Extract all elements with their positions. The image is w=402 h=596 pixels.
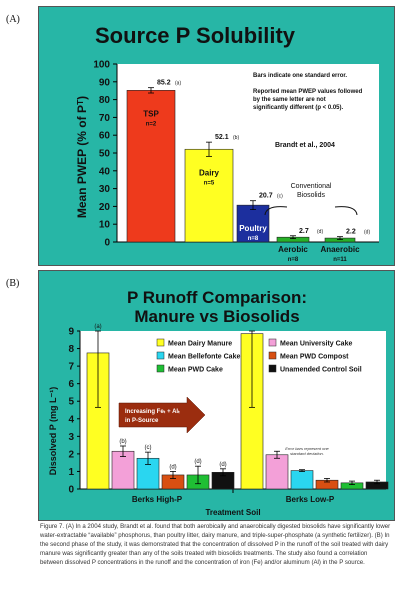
chart-b-title-line-1: P Runoff Comparison: xyxy=(126,288,308,307)
chart-b-legend-label: Mean PWD Cake xyxy=(168,366,223,374)
chart-a-n-label: n=11 xyxy=(333,257,347,263)
chart-b-legend-swatch xyxy=(157,365,164,372)
chart-b-ytick-label: 1 xyxy=(68,466,74,478)
chart-a-ytick-label: 60 xyxy=(98,130,110,142)
chart-b-arrow-text-1: Increasing Feₜ + Alₜ xyxy=(125,409,180,415)
chart-b-legend-label: Mean PWD Compost xyxy=(280,353,349,361)
chart-a-ytick-label: 90 xyxy=(98,77,110,89)
chart-a-ytick-label: 20 xyxy=(98,201,110,213)
chart-a-letter: (c) xyxy=(277,193,283,200)
chart-b-letter: (d) xyxy=(169,464,177,471)
chart-a-ytick-label: 100 xyxy=(93,59,110,71)
chart-b-note-2: standard deviation. xyxy=(290,451,324,456)
chart-b-bar xyxy=(291,471,313,489)
chart-b-ytick-label: 7 xyxy=(68,361,74,373)
chart-a-category-label: Poultry xyxy=(239,224,267,234)
chart-b-bar xyxy=(266,455,288,489)
chart-b-legend-label: Mean Dairy Manure xyxy=(168,340,233,348)
chart-b-legend-swatch xyxy=(157,339,164,346)
chart-b-category-label-0: Berks High-P xyxy=(131,495,183,504)
chart-a-letter: (d) xyxy=(364,229,371,236)
chart-b-arrow-text-2: in P-Source xyxy=(125,418,159,424)
chart-a-ytick-label: 30 xyxy=(98,184,110,196)
chart-a-n-label: n=8 xyxy=(287,257,299,263)
chart-a-ytick-label: 40 xyxy=(98,166,110,178)
chart-a-title: Source P Solubility xyxy=(94,23,296,48)
chart-a-note-4: significantly different (p < 0.05). xyxy=(253,105,344,111)
chart-panel-a xyxy=(38,6,395,266)
chart-b-letter: (d) xyxy=(194,459,202,466)
chart-b-svg xyxy=(39,271,394,520)
chart-a-ylabel: Mean PWEP (% of Pᵀ) xyxy=(75,95,89,219)
chart-b-ylabel: Dissolved P (mg L⁻¹) xyxy=(48,386,58,476)
panel-label-a: (A) xyxy=(6,14,20,25)
chart-a-bar-dairy xyxy=(185,149,233,242)
chart-a-svg xyxy=(39,7,394,265)
chart-a-ytick-label: 70 xyxy=(98,112,110,124)
chart-b-category-label-1: Berks Low-P xyxy=(285,495,335,504)
chart-b-letter: (a) xyxy=(94,324,102,330)
chart-a-note-2: Reported mean PWEP values followed xyxy=(253,89,363,95)
chart-a-value-label: 2.7 xyxy=(299,227,309,235)
chart-b-legend-label: Mean Bellefonte Cake xyxy=(168,353,241,361)
chart-b-letter: (d) xyxy=(219,461,227,468)
chart-a-ytick-label: 50 xyxy=(98,148,110,160)
chart-a-source: Brandt et al., 2004 xyxy=(275,142,335,149)
chart-a-value-label: 52.1 xyxy=(215,134,229,142)
chart-b-ytick-label: 0 xyxy=(68,484,74,496)
chart-b-legend-swatch xyxy=(157,352,164,359)
chart-b-ytick-label: 4 xyxy=(68,414,74,426)
chart-a-category-label: Dairy xyxy=(198,168,220,178)
chart-a-ytick-label: 80 xyxy=(98,95,110,107)
chart-b-ytick-label: 9 xyxy=(68,326,74,338)
chart-a-category-label: Anaerobic xyxy=(320,245,360,254)
chart-b-ytick-label: 8 xyxy=(68,344,74,356)
chart-b-xlabel: Treatment Soil xyxy=(205,508,261,517)
chart-b-ytick-label: 6 xyxy=(68,379,74,391)
chart-a-value-label: 20.7 xyxy=(259,192,273,200)
chart-b-legend-swatch xyxy=(269,365,276,372)
chart-a-letter: (d) xyxy=(317,228,324,235)
chart-panel-b xyxy=(38,270,395,521)
chart-a-n-label: n=8 xyxy=(247,236,259,243)
chart-a-ytick-label: 0 xyxy=(104,237,110,249)
chart-a-value-label: 2.2 xyxy=(346,228,356,236)
chart-a-n-label: n=5 xyxy=(203,180,215,187)
chart-b-legend-swatch xyxy=(269,352,276,359)
chart-a-ytick-label: 10 xyxy=(98,219,110,231)
chart-b-legend-swatch xyxy=(269,339,276,346)
chart-a-note-3: by the same letter are not xyxy=(253,97,326,103)
chart-b-title-line-2: Manure vs Biosolids xyxy=(134,307,300,326)
chart-a-n-label: n=2 xyxy=(145,121,157,128)
chart-b-letter: (c) xyxy=(144,445,152,452)
chart-a-value-label: 85.2 xyxy=(157,79,171,87)
chart-a-group-label-2: Biosolids xyxy=(296,192,326,199)
chart-a-letter: (b) xyxy=(233,135,240,142)
chart-b-note-1: Error bars represent one xyxy=(285,446,329,451)
chart-a-note-1: Bars indicate one standard error. xyxy=(253,73,348,79)
chart-b-ytick-label: 3 xyxy=(68,431,74,443)
chart-b-ytick-label: 2 xyxy=(68,449,74,461)
chart-a-group-label-1: Conventional xyxy=(290,183,332,190)
chart-a-letter: (a) xyxy=(175,80,182,87)
chart-b-legend-label: Mean University Cake xyxy=(280,340,353,348)
chart-b-letter: (b) xyxy=(119,438,127,445)
panel-label-b: (B) xyxy=(6,278,20,289)
chart-a-category-label: TSP xyxy=(143,109,159,119)
chart-b-ytick-label: 5 xyxy=(68,396,74,408)
figure-caption: Figure 7. (A) In a 2004 study, Brandt et al. found that both aerobically and anaerobically digested biosolids have significantly lower water-extractable “available” phosphorus, than poultry litter, dairy manure, and triple-super-phosphate (a synthetic fertilizer). (B) In the second phase of the study, it was demonstrated that the concentration of dissolved P in the runoff of the soil treated with dairy manure was significantly greater than any of the soils treated with biosolids treatments. The study also found a correlation between dissolved P concentrations in the runoff and the concentration of iron (Fe) and/or aluminum (Al) in the P source. xyxy=(40,523,391,566)
chart-b-legend-label: Unamended Control Soil xyxy=(280,366,362,374)
chart-a-category-label: Aerobic xyxy=(278,245,308,254)
